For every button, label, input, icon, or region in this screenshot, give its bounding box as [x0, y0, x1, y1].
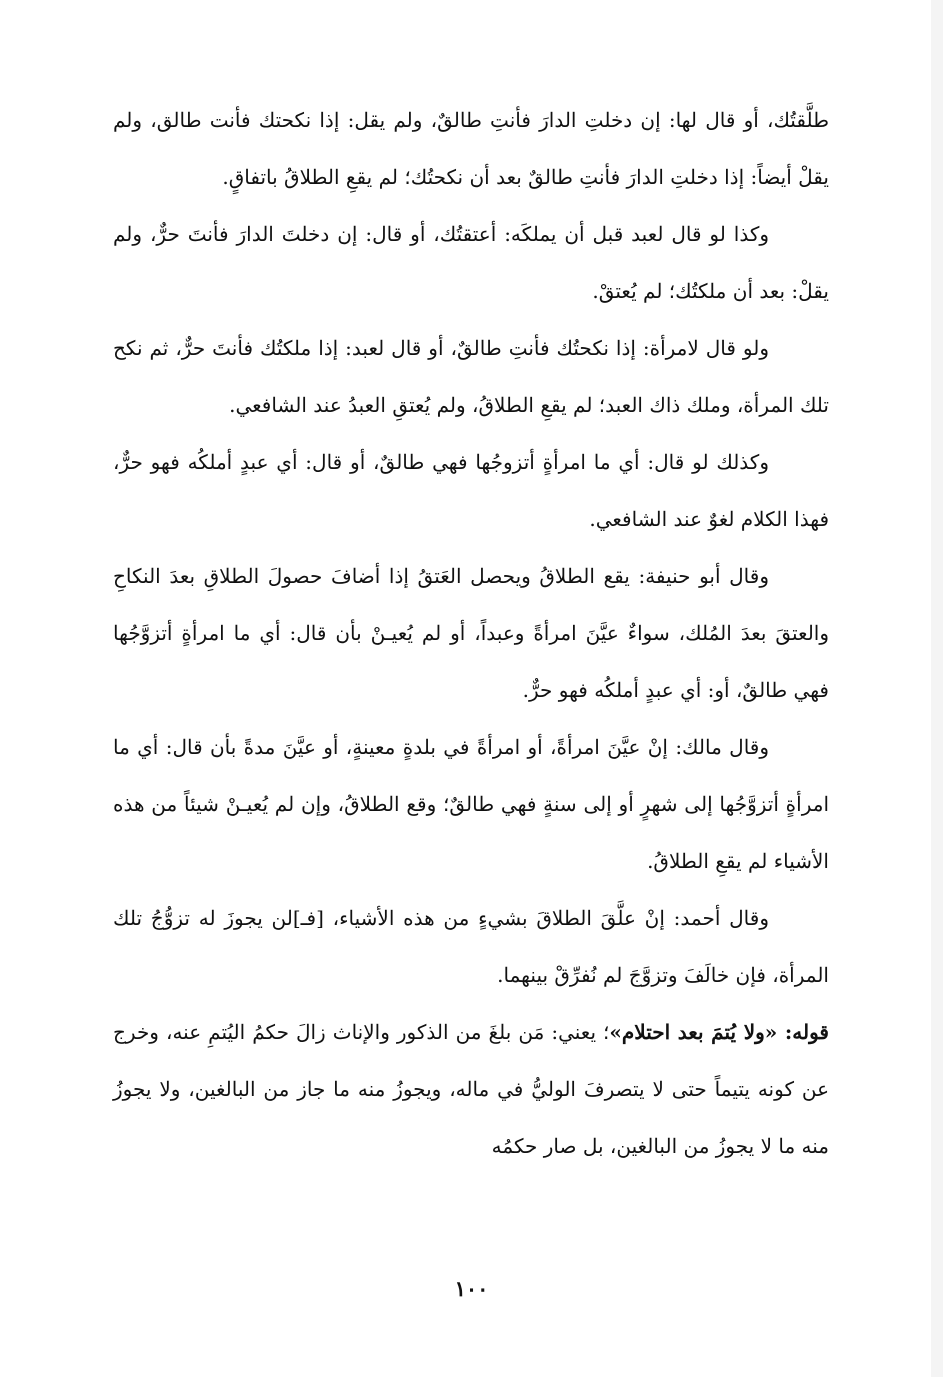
body-text [113, 92, 829, 1175]
paragraph-5: وقال أبو حنيفة: يقع الطلاقُ ويحصل العَتقُ إذا أضافَ حصولَ الطلاقِ بعدَ النكاحِ والعتقَ بعدَ المُلك، سواءٌ عيَّنَ امرأةً وعبداً، أو لم يُعيـنْ بأن قال: أي ما امرأةٍ أتزوَّجُها فهي طالقٌ، أو: أي عبدٍ أملكُه فهو حرٌّ. [113, 564, 829, 702]
paragraph-6: وقال مالك: إنْ عيَّنَ امرأةً، أو امرأةً في بلدةٍ معينةٍ، أو عيَّنَ مدةً بأن قال: أي ما امرأةٍ أتزوَّجُها إلى شهرٍ أو إلى سنةٍ فهي طالقٌ؛ وقع الطلاقُ، وإن لم يُعيـنْ شيئاً من هذه الأشياء لم يقعِ الطلاقُ. [113, 735, 829, 873]
page-number: ١٠٠ [454, 1276, 489, 1301]
page-edge-shadow [931, 0, 943, 1377]
paragraph-8-body: ؛ يعني: مَن بلغَ من الذكور والإناث زالَ حكمُ اليُتمِ عنه، وخرج عن كونه يتيماً حتى لا يتصرفَ الوليُّ في ماله، ويجوزُ منه ما جاز من البالغين، ولا يجوزُ منه ما لا يجوزُ من البالغين، بل صار حكمُه [113, 1020, 829, 1158]
paragraph-4: وكذلك لو قال: أي ما امرأةٍ أتزوجُها فهي طالقٌ، أو قال: أي عبدٍ أملكُه فهو حرٌّ، فهذا الكلام لغوٌ عند الشافعي. [113, 450, 829, 531]
paragraph-8 [113, 1004, 829, 1175]
paragraph-3: ولو قال لامرأة: إذا نكحتُك فأنتِ طالقٌ، أو قال لعبد: إذا ملكتُك فأنتَ حرٌّ، ثم نكح تلك المرأة، وملك ذاك العبد؛ لم يقعِ الطلاقُ، ولم يُعتقِ العبدُ عند الشافعي. [113, 336, 829, 417]
paragraph-8-lead: قوله: «ولا يُتمَ بعد احتلام» [609, 1020, 829, 1044]
paragraph-7: وقال أحمد: إنْ علَّقَ الطلاقَ بشيءٍ من هذه الأشياء، [فـ]لن يجوزَ له تزوُّجُ تلك المرأة، فإن خالَفَ وتزوَّجَ لم نُفرِّقْ بينهما. [113, 906, 829, 987]
paragraph-1: طلَّقتُك، أو قال لها: إن دخلتِ الدارَ فأنتِ طالقٌ، ولم يقل: إذا نكحتك فأنت طالق، ولم يقلْ أيضاً: إذا دخلتِ الدارَ فأنتِ طالقٌ بعد أن نكحتُك؛ لم يقعِ الطلاقُ باتفاقٍ. [113, 108, 829, 189]
paragraph-2: وكذا لو قال لعبد قبل أن يملكَه: أعتقتُك، أو قال: إن دخلتَ الدارَ فأنتَ حرٌّ، ولم يقلْ: بعد أن ملكتُك؛ لم يُعتقْ. [113, 222, 829, 303]
